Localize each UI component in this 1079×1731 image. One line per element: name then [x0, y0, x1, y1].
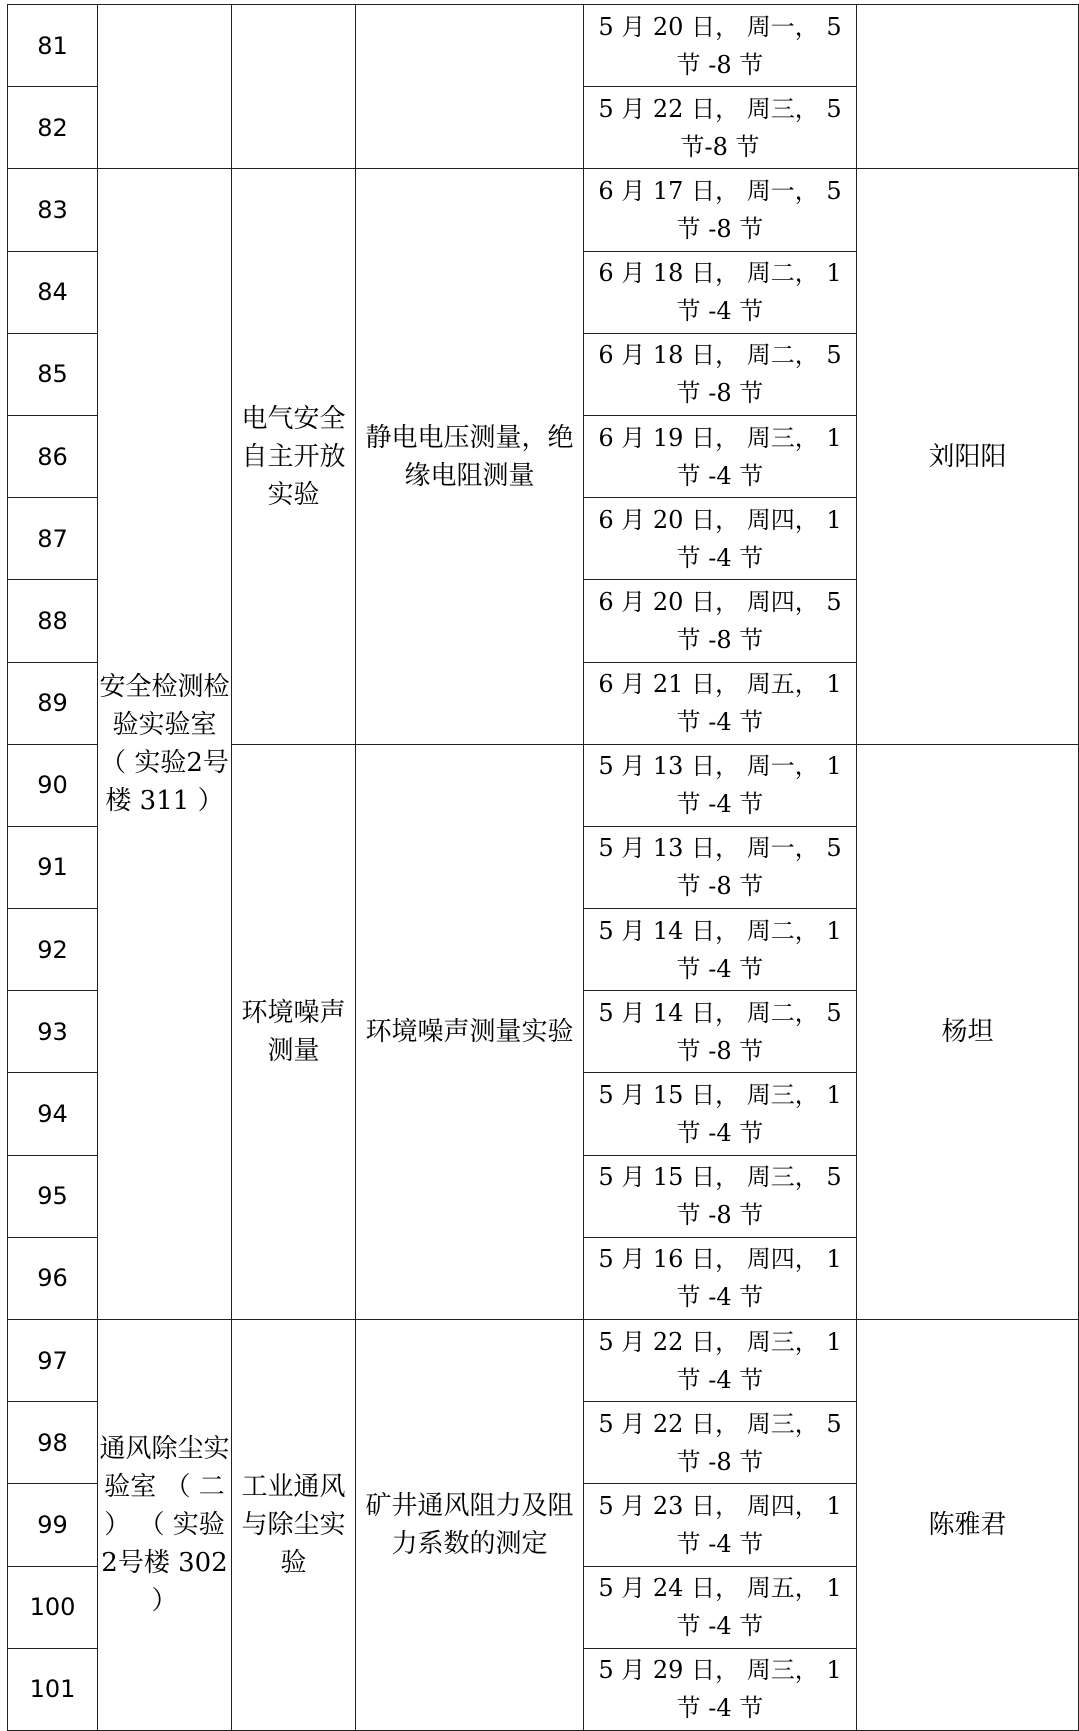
project-name-noise: 环境噪声测量 [232, 744, 356, 1319]
lab-cell-empty [98, 5, 232, 169]
time-cell: 5 月 15 日， 周三， 5 节 -8 节 [584, 1155, 857, 1237]
schedule-table [7, 4, 1079, 1731]
teacher-cell-empty [857, 5, 1079, 169]
experiment-cell-empty [356, 5, 584, 169]
table-row [8, 5, 1079, 87]
row-number: 82 [8, 87, 98, 169]
time-cell: 5 月 22 日， 周三， 1 节 -4 节 [584, 1320, 857, 1402]
row-number: 92 [8, 909, 98, 991]
row-number: 87 [8, 498, 98, 580]
row-number: 94 [8, 1073, 98, 1155]
time-cell: 6 月 19 日， 周三， 1 节 -4 节 [584, 415, 857, 497]
time-cell: 6 月 20 日， 周四， 5 节 -8 节 [584, 580, 857, 662]
time-cell: 5 月 24 日， 周五， 1 节 -4 节 [584, 1566, 857, 1648]
time-cell: 5 月 22 日， 周三， 5 节 -8 节 [584, 1402, 857, 1484]
row-number: 90 [8, 744, 98, 826]
row-number: 88 [8, 580, 98, 662]
time-cell: 5 月 13 日， 周一， 5 节 -8 节 [584, 826, 857, 908]
time-cell: 5 月 29 日， 周三， 1 节 -4 节 [584, 1648, 857, 1730]
table-row [8, 169, 1079, 251]
project-name-electrical: 电气安全自主开放实验 [232, 169, 356, 744]
row-number: 81 [8, 5, 98, 87]
time-cell: 5 月 13 日， 周一， 1 节 -4 节 [584, 744, 857, 826]
time-cell: 6 月 18 日， 周二， 5 节 -8 节 [584, 333, 857, 415]
project-name-industrial: 工业通风与除尘实验 [232, 1320, 356, 1731]
teacher-name-liu: 刘阳阳 [857, 169, 1079, 744]
row-number: 84 [8, 251, 98, 333]
row-number: 96 [8, 1237, 98, 1319]
row-number: 95 [8, 1155, 98, 1237]
lab-name-ventilation: 通风除尘实验室 （ 二 ） （ 实验2号楼 302 ） [98, 1320, 232, 1731]
experiment-name-electrical: 静电电压测量，绝缘电阻测量 [356, 169, 584, 744]
time-cell: 5 月 14 日， 周二， 5 节 -8 节 [584, 991, 857, 1073]
time-cell: 6 月 20 日， 周四， 1 节 -4 节 [584, 498, 857, 580]
lab-name-safety: 安全检测检验实验室 （ 实验2号楼 311 ） [98, 169, 232, 1320]
row-number: 93 [8, 991, 98, 1073]
time-cell: 5 月 15 日， 周三， 1 节 -4 节 [584, 1073, 857, 1155]
row-number: 101 [8, 1648, 98, 1730]
project-cell-empty [232, 5, 356, 169]
time-cell: 5 月 22 日， 周三， 5 节-8 节 [584, 87, 857, 169]
teacher-name-chen: 陈雅君 [857, 1320, 1079, 1731]
time-cell: 6 月 21 日， 周五， 1 节 -4 节 [584, 662, 857, 744]
experiment-name-mine: 矿井通风阻力及阻力系数的测定 [356, 1320, 584, 1731]
time-cell: 5 月 23 日， 周四， 1 节 -4 节 [584, 1484, 857, 1566]
row-number: 100 [8, 1566, 98, 1648]
row-number: 89 [8, 662, 98, 744]
row-number: 85 [8, 333, 98, 415]
row-number: 83 [8, 169, 98, 251]
time-cell: 5 月 16 日， 周四， 1 节 -4 节 [584, 1237, 857, 1319]
row-number: 91 [8, 826, 98, 908]
time-cell: 5 月 14 日， 周二， 1 节 -4 节 [584, 909, 857, 991]
row-number: 86 [8, 415, 98, 497]
experiment-name-noise: 环境噪声测量实验 [356, 744, 584, 1319]
row-number: 97 [8, 1320, 98, 1402]
time-cell: 6 月 18 日， 周二， 1 节 -4 节 [584, 251, 857, 333]
row-number: 98 [8, 1402, 98, 1484]
table-row [8, 1320, 1079, 1402]
row-number: 99 [8, 1484, 98, 1566]
time-cell: 5 月 20 日， 周一， 5 节 -8 节 [584, 5, 857, 87]
teacher-name-yang: 杨坦 [857, 744, 1079, 1319]
time-cell: 6 月 17 日， 周一， 5 节 -8 节 [584, 169, 857, 251]
